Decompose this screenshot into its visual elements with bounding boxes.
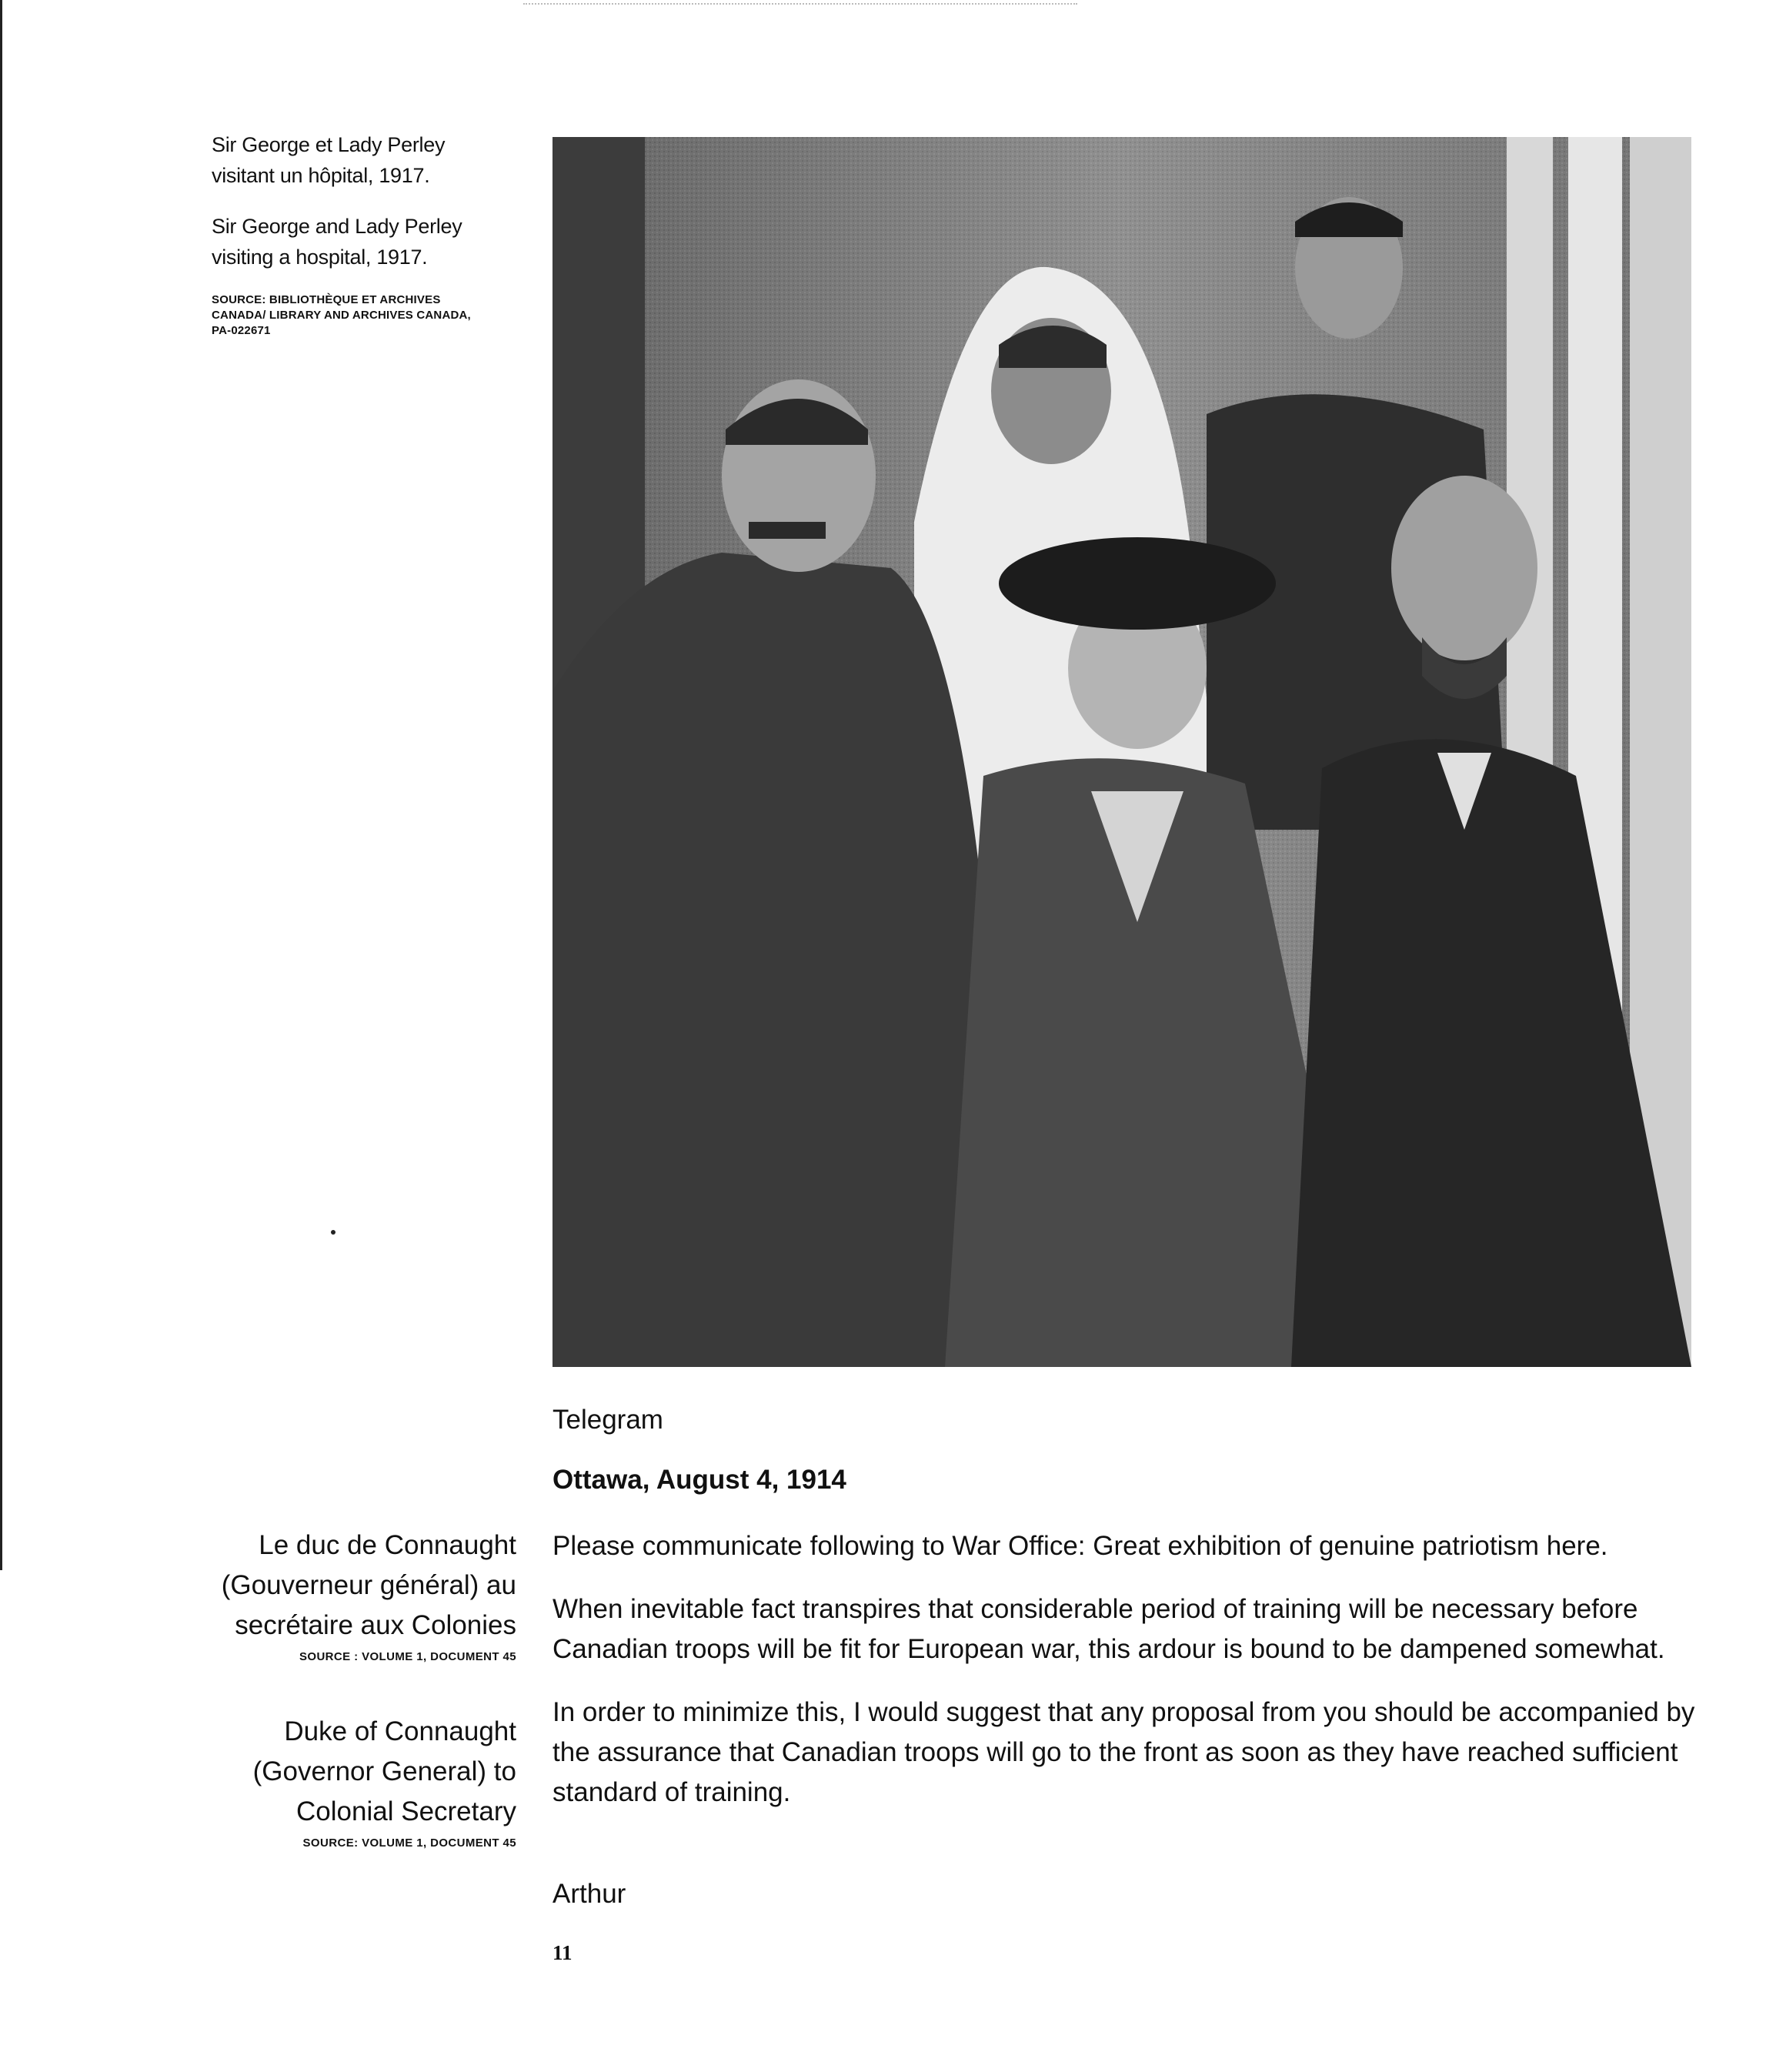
telegram-paragraph: When inevitable fact transpires that considerable period of training will be necessary before Canadian troops will be fit for European war, this ardour is bound to be dampened somewhat. (552, 1594, 1665, 1664)
side-note-french (116, 1526, 516, 1669)
side-note-line: Colonial Secretary (296, 1796, 516, 1826)
caption-french (212, 129, 519, 191)
caption-line: Sir George et Lady Perley (212, 133, 446, 156)
telegram-paragraph: Please communicate following to War Office: Great exhibition of genuine patriotism here. (552, 1531, 1608, 1561)
caption-source-line: CANADA/ LIBRARY AND ARCHIVES CANADA, (212, 309, 471, 322)
side-note-line: (Gouverneur général) au (221, 1570, 516, 1600)
photo-illustration (552, 137, 1691, 1367)
photo-caption (212, 129, 519, 339)
side-note-source: SOURCE: VOLUME 1, DOCUMENT 45 (302, 1836, 516, 1850)
caption-source-line: SOURCE: BIBLIOTHÈQUE ET ARCHIVES (212, 293, 441, 306)
telegram-signature: Arthur (552, 1879, 626, 1909)
left-margin-rule (0, 0, 2, 1570)
telegram-body (552, 1526, 1707, 1836)
side-note-line: Duke of Connaught (284, 1716, 516, 1746)
side-note-source: SOURCE : VOLUME 1, DOCUMENT 45 (299, 1650, 516, 1663)
group-portrait-photo (552, 137, 1691, 1367)
telegram-label: Telegram (552, 1405, 663, 1435)
caption-line: Sir George and Lady Perley (212, 215, 462, 238)
caption-source-line: PA-022671 (212, 324, 271, 337)
scan-speck (331, 1230, 336, 1235)
caption-english (212, 211, 519, 272)
side-note-line: (Governor General) to (252, 1756, 516, 1786)
caption-source (212, 292, 519, 339)
side-note-line: secrétaire aux Colonies (235, 1610, 516, 1640)
caption-line: visitant un hôpital, 1917. (212, 164, 430, 187)
telegram-dateline: Ottawa, August 4, 1914 (552, 1465, 846, 1495)
caption-line: visiting a hospital, 1917. (212, 246, 428, 269)
scan-artifact (523, 3, 1077, 7)
side-note-english (116, 1712, 516, 1855)
side-note-line: Le duc de Connaught (259, 1530, 516, 1560)
page-number: 11 (552, 1941, 573, 1964)
telegram-paragraph: In order to minimize this, I would suggest that any proposal from you should be accompanied by the assurance that Canadian troops will go to the front as soon as they have reached sufficient standard of training. (552, 1697, 1695, 1807)
